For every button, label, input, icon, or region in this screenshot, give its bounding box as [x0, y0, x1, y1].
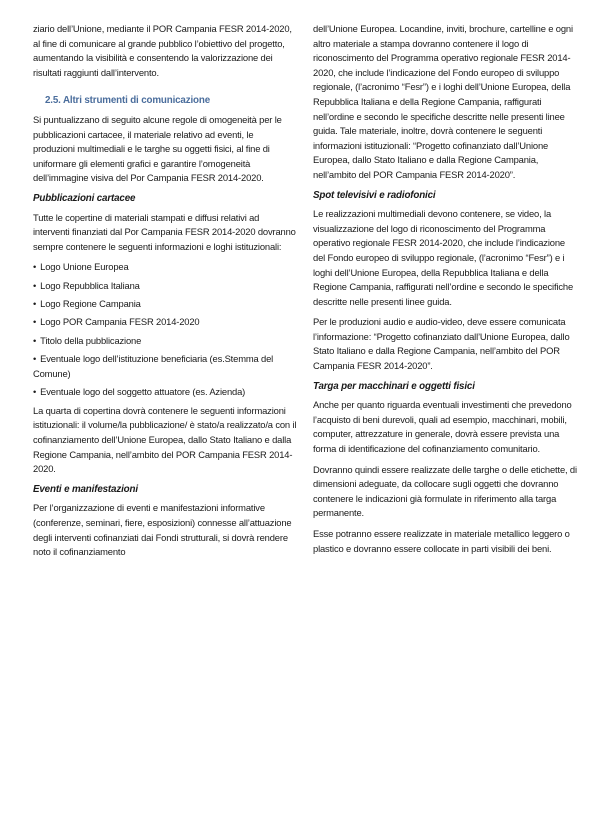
targa-paragraph-2: Dovranno quindi essere realizzate delle targhe o delle etichette, di dimensioni adeguate, da collocare sugli oggetti che dovranno contenere le indicazioni già formulate in riferimento alla targa permanente.: [313, 463, 577, 519]
intro-paragraph: ziario dell’Unione, mediante il POR Campania FESR 2014-2020, al fine di comunicare al grande pubblico l’obiettivo del progetto, aumentando la visibilità e consentendo la valorizzazione dei risultati raggiunti dall’intervento.: [33, 23, 292, 78]
targa-paragraph-3: Esse potranno essere realizzate in materiale metallico leggero o plastico e dovranno essere collocate in parti visibili dei beni.: [313, 528, 570, 554]
eventi-heading: Eventi e manifestazioni: [33, 483, 138, 495]
section-title: 2.5. Altri strumenti di comunicazione: [45, 95, 211, 107]
spot-paragraph-2: Per le produzioni audio e audio-video, deve essere comunicata l’informazione: “Progetto cofinanziato dall’Unione Europea, dallo Stato Italiano e dalla Regione Campania, nell’ambito del POR Campania FESR 2014-2020”.: [313, 316, 570, 372]
section-intro-paragraph: Si puntualizzano di seguito alcune regole di omogeneità per le pubblicazioni cartacee, il materiale relativo ad eventi, le produzioni multimediali e le targhe su oggetti fisici, al fine di uniformare gli elementi grafici e garantire l’omogeneità dell’immagine visiva del Por Campania FESR 2014-2020.: [33, 113, 282, 184]
pubblicazioni-intro: Tutte le copertine di materiali stampati e diffusi relativi ad interventi finanziati dal Por Campania FESR 2014-2020 dovranno sempre contenere le seguenti informazioni e loghi istituzionali:: [33, 211, 296, 252]
list-item: • Eventuale logo dell’istituzione beneficiaria (es.Stemma del Comune): [33, 352, 297, 381]
list-item: • Logo Unione Europea: [33, 260, 297, 275]
list-item: • Logo POR Campania FESR 2014-2020: [33, 315, 297, 330]
list-item: • Titolo della pubblicazione: [33, 334, 297, 349]
list-item: • Eventuale logo del soggetto attuatore (es. Azienda): [33, 385, 297, 400]
right-column: [313, 22, 577, 562]
quarta-copertina-paragraph: La quarta di copertina dovrà contenere le seguenti informazioni istituzionali: il volume/la pubblicazione/ è stato/a realizzato/a con il cofinanziamento dell’Unione Europea, dallo Stato Italiano e dalla Regione Campania, nell’ambito del POR Campania FESR 2014-2020.: [33, 404, 297, 475]
list-item: • Logo Regione Campania: [33, 297, 297, 312]
logo-list: [33, 260, 297, 400]
spot-heading: Spot televisivi e radiofonici: [313, 189, 436, 201]
pubblicazioni-heading: Pubblicazioni cartacee: [33, 192, 136, 204]
list-item: • Logo Repubblica Italiana: [33, 279, 297, 294]
continuation-paragraph: dell’Unione Europea. Locandine, inviti, brochure, cartelline e ogni altro materiale a stampa dovranno contenere il logo di riconoscimento del Programma operativo regionale FESR 2014-2020, che include l’indicazione del Fondo europeo di sviluppo regionale, (l’acronimo “Fesr”) e i loghi dell’Unione Europea, della Repubblica Italiana e della Regione Campania, raffigurati nell’ordine e secondo le specifiche descritte nelle presenti linee guida. Tale materiale, inoltre, dovrà contenere le seguenti informazioni istituzionali: “Progetto cofinanziato dall’Unione Europea, dallo Stato Italiano e dalla Regione Campania, nell’ambito del POR Campania FESR 2014-2020”.: [313, 23, 573, 180]
targa-heading: Targa per macchinari e oggetti fisici: [313, 380, 475, 392]
eventi-paragraph: Per l’organizzazione di eventi e manifestazioni informative (conferenze, seminari, fiere, esposizioni) connesse all’attuazione degli interventi cofinanziati dai Fondi strutturali, si dovrà rendere noto il cofinanziamento: [33, 502, 292, 558]
targa-paragraph-1: Anche per quanto riguarda eventuali investimenti che prevedono l’acquisto di beni durevoli, quali ad esempio, macchinari, mobili, computer, attrezzature in generale, dovrà essere prevista una forma di identificazione del cofinanziamento comunitario.: [313, 399, 572, 455]
left-column: [33, 22, 297, 566]
spot-paragraph-1: Le realizzazioni multimediali devono contenere, se video, la visualizzazione del logo di riconoscimento del Programma operativo regionale FESR 2014-2020, che include l’indicazione del Fondo europeo di sviluppo regionale, (l’acronimo “Fesr”) e i loghi dell’Unione Europea, della Repubblica Italiana e della Regione Campania, raffigurati nell’ordine e secondo le specifiche descritte nelle presenti linee guida.: [313, 208, 574, 307]
